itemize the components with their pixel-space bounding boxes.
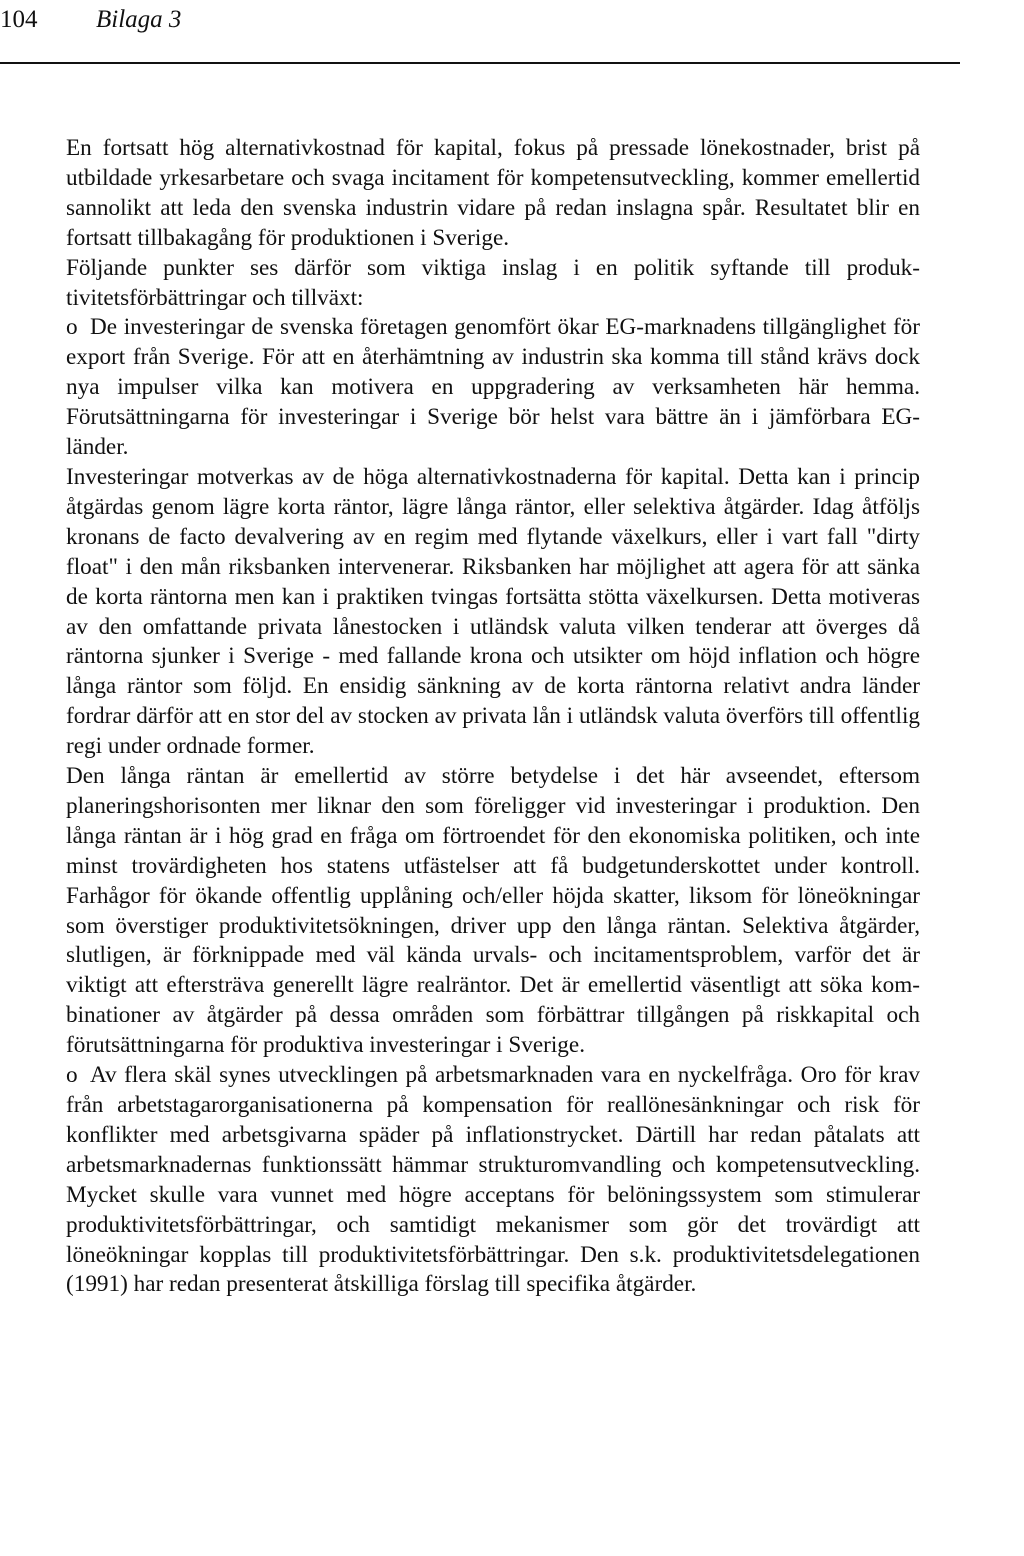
- paragraph-text: Följande punkter ses därför som viktiga inslag i en politik syftande till produktivitetsförbättringar och tillväxt:: [66, 254, 920, 311]
- paragraph-points-intro: [66, 254, 920, 314]
- paragraph-text: De investeringar de svenska företagen genomfört ökar EG-marknadens tillgänglighet för export från Sverige. För att en återhämtning av industrin ska komma till stånd krävs dock nya impulser vilka kan motivera en uppgradering av verksamheten här hemma. Förutsättningarna för investeringar i Sverige bör helst vara bättre än i jämförbara EG-länder.: [66, 314, 920, 461]
- header-rule: [0, 62, 960, 64]
- bullet-point-investments: [66, 313, 920, 463]
- paragraph-text: Av flera skäl synes utvecklingen på arbetsmarknaden vara en nyckelfråga. Oro för krav från arbetstagarorganisationerna på kompensation för reallönesänkningar och risk för konflikter med arbetsgivarna späder på inflationstrycket. Därtill har redan påtalats att arbetsmarknadernas funktionssätt hämmar strukturomvandling och kompetensutveckling. Mycket skulle vara vunnet med högre acceptans för belöningssystem som stimulerar produktivitetsförbättringar, och samtidigt mekanismer som gör det trovärdigt att löneökningar kopplas till produktivitetsförbättringar. Den s.k. produktivitetsdelegationen (1991) har redan presenterat åtskilliga förslag till specifika åtgärder.: [66, 1062, 920, 1298]
- bullet-marker: o: [66, 1062, 78, 1089]
- paragraph-text: Investeringar motverkas av de höga alternativkostnaderna för kapital. Detta kan i princip åtgärdas genom lägre korta räntor, lägre långa räntor, eller selektiva åtgärder. Idag åtföljs kronans de facto devalvering av en regim med flytande växelkurs, eller i vart fall "dirty float" i den mån riksbanken intervenerar. Riksbanken har möjlighet att agera för att sänka de korta räntorna men kan i praktiken tvingas fortsätta stötta växelkursen. Detta motiveras av den omfattande privata lånestocken i utländsk valuta vilken tenderar att överges då räntorna sjunker i Sverige - med fallande krona och utsikter om höjd inflation och högre långa räntor som följd. En ensidig sänkning av de korta räntorna relativt andra länder fordrar därför att en stor del av stocken av privata lån i utländsk valuta överförs till offentlig regi under ordnade former.: [66, 463, 920, 760]
- paragraph-long-rate: [66, 762, 920, 1061]
- paragraph-intro: [66, 134, 920, 254]
- bullet-marker: o: [66, 314, 78, 341]
- bullet-point-labour-market: [66, 1061, 920, 1300]
- section-label: Bilaga 3: [96, 6, 182, 33]
- paragraph-text: En fortsatt hög alternativkostnad för kapital, fokus på pressade lönekostnader, brist på utbildade yrkesarbetare och svaga incitament för kompetensutveckling, kommer emellertid sannolikt att leda den svenska industrin vidare på redan inslagna spår. Resultatet blir en fortsatt tillbakagång för produktionen i Sverige.: [66, 135, 920, 251]
- page-header: [0, 2, 960, 42]
- paragraph-interest-rates: [66, 463, 920, 762]
- page-number: 104: [0, 6, 38, 33]
- paragraph-text: Den långa räntan är emellertid av större betydelse i det här avseendet, eftersom planeringshorisonten mer liknar den som föreligger vid investeringar i produktion. Den långa räntan är i hög grad en fråga om förtroendet för den ekonomiska politiken, och inte minst trovärdigheten hos statens utfästelser att få budgetunderskottet under kontroll. Farhågor för ökande offentlig upplåning och/eller höjda skatter, liksom för löneökningar som överstiger produktivitetsökningen, driver upp den långa räntan. Selektiva åtgärder, slutligen, är förknippade med väl kända urvals- och incitamentsproblem, varför det är viktigt att eftersträva generellt lägre realräntor. Det är emellertid väsentligt att söka kombinationer av åtgärder på dessa områden som förbättrar tillgången på riskkapital och förutsättningarna för produktiva investeringar i Sverige.: [66, 763, 920, 1059]
- body-text: [66, 134, 920, 1300]
